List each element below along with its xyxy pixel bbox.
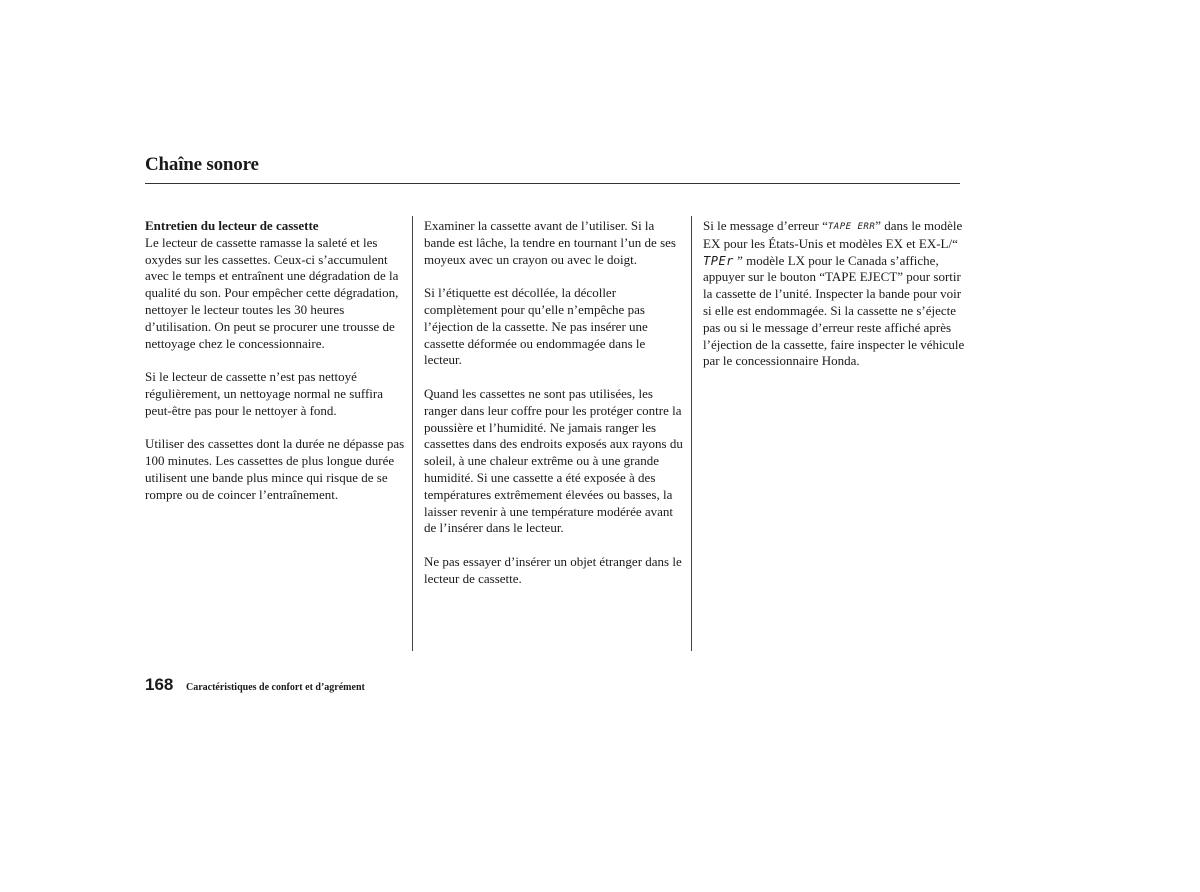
error-text-3: ” modèle LX pour le Canada s’affiche, appuyer sur le bouton “TAPE EJECT” pour sortir la cassette de l’unité. Inspecter la bande pour voir si elle est endommagée. Si la cassette ne s’éjecte pas ou si le message d’erreur reste affiché après l’éjection de la cassette, faire inspecter le véhicule par le concessionnaire Honda. (703, 252, 965, 369)
error-text-2: ” dans le modèle EX pour les États-Unis et modèles EX et EX-L/“ (703, 218, 963, 251)
section-heading: Entretien du lecteur de cassette (145, 218, 319, 233)
paragraph-error-message (703, 218, 965, 370)
paragraph-foreign-object: Ne pas essayer d’insérer un objet étranger dans le lecteur de cassette. (424, 553, 682, 586)
cassette-maintenance-section (145, 218, 407, 352)
column-3 (703, 218, 965, 387)
paragraph-label: Si l’étiquette est décollée, la décoller complètement pour qu’elle n’empêche pas l’éjection de la cassette. Ne pas insérer une cassette déformée ou endommagée dans le lecteur. (424, 285, 648, 368)
paragraph-cleaning: Le lecteur de cassette ramasse la saleté et les oxydes sur les cassettes. Ceux-ci s’accumulent avec le temps et entraînent une dégradation de la qualité du son. Pour empêcher cette dégradation, nettoyer le lecteur toutes les 30 heures d’utilisation. On peut se procurer une trousse de nettoyage chez le concessionnaire. (145, 234, 399, 351)
paragraph-cassette-length: Utiliser des cassettes dont la durée ne dépasse pas 100 minutes. Les cassettes de plus longue durée utilisent une bande plus mince qui risque de se rompre ou de coincer l’entraînement. (145, 436, 405, 502)
paragraph-storage: Quand les cassettes ne sont pas utilisées, les ranger dans leur coffre pour les protéger contre la poussière et l’humidité. Ne jamais ranger les cassettes dans des endroits exposés aux rayons du soleil, à une chaleur extrême ou à une grande humidité. Si une cassette a été exposée à des températures extrêmement élevées ou basses, la laisser revenir à une température modérée avant de l’insérer dans le lecteur. (424, 385, 683, 536)
footer-section-label: Caractéristiques de confort et d’agrément (186, 682, 365, 693)
lcd-tape-err-indicator: TAPE ERR (827, 222, 876, 232)
column-2 (424, 218, 686, 604)
column-divider-1 (412, 216, 413, 651)
column-1 (145, 218, 407, 520)
error-text-1: Si le message d’erreur “ (703, 218, 828, 233)
page-title: Chaîne sonore (145, 154, 259, 175)
column-divider-2 (691, 216, 692, 651)
lcd-tper-indicator: TPEr (703, 253, 734, 268)
paragraph-inspect-cassette: Examiner la cassette avant de l’utiliser. Si la bande est lâche, la tendre en tournant l’un de ses moyeux avec un crayon ou avec le doigt. (424, 218, 676, 267)
page-number: 168 (145, 675, 174, 694)
paragraph-regular-cleaning: Si le lecteur de cassette n’est pas nettoyé régulièrement, un nettoyage normal ne suffira peut-être pas pour le nettoyer à fond. (145, 369, 384, 418)
title-divider (145, 183, 960, 184)
